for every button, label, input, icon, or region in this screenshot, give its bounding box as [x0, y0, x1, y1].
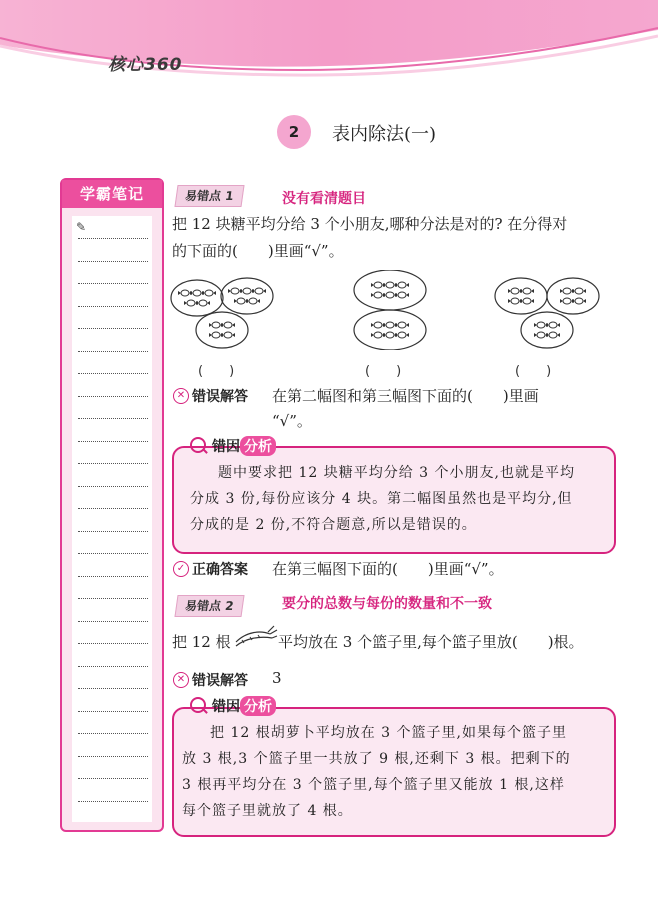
figure-1-answer-paren: ( ) [198, 364, 235, 379]
correct-answer-text: 在第三幅图下面的( )里画“√”。 [272, 560, 504, 578]
reason-line: 把 12 根胡萝卜平均放在 3 个篮子里,如果每个篮子里 [210, 725, 567, 741]
notes-line [78, 283, 148, 284]
notes-line [78, 396, 148, 397]
notes-line [78, 666, 148, 667]
figure-3-answer-paren: ( ) [515, 364, 552, 379]
wrong-answer-label: 错误解答 [192, 673, 248, 689]
notes-line [78, 373, 148, 374]
pitfall-tag-1 [174, 185, 244, 207]
notes-line [78, 306, 148, 307]
reason-line: 每个篮子里就放了 4 根。 [182, 803, 353, 819]
candy [549, 332, 557, 338]
candy [224, 332, 232, 338]
question-2-suffix: 平均放在 3 个篮子里,每个篮子里放( )根。 [278, 633, 584, 651]
question-line-2: 的下面的( )里画“√”。 [172, 242, 344, 260]
wrong-mark-icon: ✕ [173, 672, 189, 688]
reason-highlight: 分析 [240, 696, 276, 716]
candy [537, 322, 545, 328]
reason-tag-2 [212, 696, 276, 716]
notes-paper [72, 216, 152, 822]
notes-panel [60, 178, 164, 832]
magnifier-icon [190, 437, 206, 453]
candy [575, 298, 583, 304]
notes-line [78, 508, 148, 509]
wrong-answer-line-2: “√”。 [272, 412, 312, 430]
reason-line: 分成 3 份,每份应该分 4 块。第二幅图虽然也是平均分,但 [190, 491, 573, 507]
candy [374, 282, 382, 288]
candy [255, 288, 263, 294]
candy [398, 332, 406, 338]
candy [243, 288, 251, 294]
notes-line [78, 576, 148, 577]
notes-line [78, 531, 148, 532]
question-2-prefix: 把 12 根 [172, 633, 231, 651]
wrong-mark-icon: ✕ [173, 388, 189, 404]
notes-line [78, 486, 148, 487]
candy [193, 290, 201, 296]
pitfall-title-2: 要分的总数与每份的数量和不一致 [282, 596, 492, 612]
candy [374, 322, 382, 328]
candy [575, 288, 583, 294]
candy-figures [165, 270, 615, 350]
reason-text-2 [182, 720, 571, 824]
candy [523, 298, 531, 304]
candy [549, 322, 557, 328]
reason-line: 题中要求把 12 块糖平均分给 3 个小朋友,也就是平均 [218, 465, 575, 481]
notes-line [78, 441, 148, 442]
notes-line [78, 801, 148, 802]
candy [199, 300, 207, 306]
notes-line [78, 261, 148, 262]
notes-line [78, 418, 148, 419]
wrong-answer-label: 错误解答 [192, 389, 248, 405]
notes-line [78, 643, 148, 644]
candy [398, 282, 406, 288]
pitfall-tag-number: 2 [224, 599, 235, 613]
candy [398, 292, 406, 298]
candy [212, 332, 220, 338]
reason-label: 错因 [212, 439, 240, 455]
pencil-icon: ✎ [76, 220, 87, 234]
candy [511, 298, 519, 304]
magnifier-icon [190, 697, 206, 713]
candy [181, 290, 189, 296]
pitfall-tag-label: 易错点 [184, 599, 222, 613]
pitfall-tag-number: 1 [224, 189, 235, 203]
candy [537, 332, 545, 338]
candy [398, 322, 406, 328]
pitfall-tag-label: 易错点 [184, 189, 222, 203]
header-banner [0, 0, 658, 80]
candy [212, 322, 220, 328]
reason-label: 错因 [212, 699, 240, 715]
notes-title: 学霸笔记 [62, 180, 162, 208]
notes-line [78, 621, 148, 622]
candy [205, 290, 213, 296]
candy [386, 332, 394, 338]
candy [231, 288, 239, 294]
carrot-icon [232, 624, 278, 650]
notes-line [78, 553, 148, 554]
correct-answer-label: 正确答案 [192, 562, 248, 578]
candy [563, 298, 571, 304]
notes-line [78, 598, 148, 599]
figure-2-answer-paren: ( ) [365, 364, 402, 379]
notes-line [78, 756, 148, 757]
reason-highlight: 分析 [240, 436, 276, 456]
candy-figure-3 [495, 278, 599, 348]
reason-line: 3 根再平均分在 3 个篮子里,每个篮子里又能放 1 根,这样 [182, 777, 565, 793]
correct-mark-icon: ✓ [173, 561, 189, 577]
wrong-answer-line-1: 在第二幅图和第三幅图下面的( )里画 [272, 387, 539, 405]
candy [187, 300, 195, 306]
candy [237, 298, 245, 304]
notes-line [78, 778, 148, 779]
brand-logo: 核心360 [108, 55, 183, 75]
notes-line [78, 463, 148, 464]
lesson-title: 表内除法(一) [332, 124, 437, 145]
notes-line [78, 733, 148, 734]
lesson-number-badge: 2 [277, 115, 311, 149]
notes-line [78, 238, 148, 239]
reason-line: 分成的是 2 份,不符合题意,所以是错误的。 [190, 517, 477, 533]
notes-line [78, 328, 148, 329]
candy [511, 288, 519, 294]
notes-line [78, 711, 148, 712]
candy [224, 322, 232, 328]
notes-line [78, 688, 148, 689]
candy [249, 298, 257, 304]
reason-line: 放 3 根,3 个篮子里一共放了 9 根,还剩下 3 根。把剩下的 [182, 751, 571, 767]
question-line-1: 把 12 块糖平均分给 3 个小朋友,哪种分法是对的? 在分得对 [172, 215, 568, 233]
notes-line [78, 351, 148, 352]
candy [386, 292, 394, 298]
candy [386, 282, 394, 288]
pitfall-tag-2 [174, 595, 244, 617]
wrong-answer-value: 3 [272, 669, 282, 687]
candy [563, 288, 571, 294]
candy [374, 292, 382, 298]
candy [374, 332, 382, 338]
candy [523, 288, 531, 294]
candy [386, 322, 394, 328]
reason-text-1 [190, 460, 575, 538]
pitfall-title-1: 没有看清题目 [282, 191, 366, 207]
reason-tag-1 [212, 436, 276, 456]
